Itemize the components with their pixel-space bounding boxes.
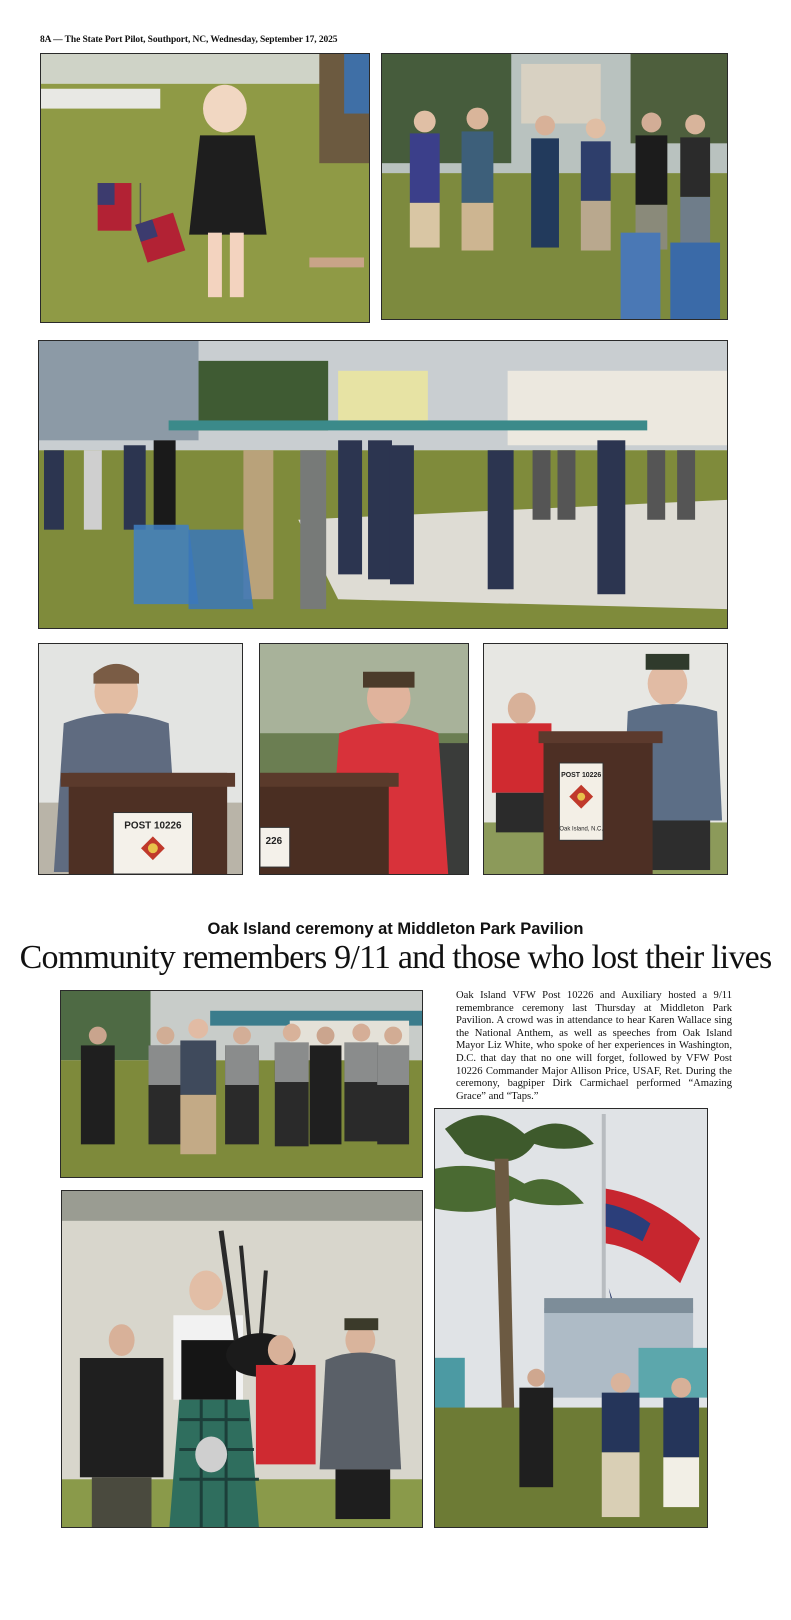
photo-bagpiper (61, 1190, 423, 1528)
photo-crowd-hands-on-hearts (381, 53, 728, 320)
photo-ceremony-crowd-wide (38, 340, 728, 629)
article-kicker: Oak Island ceremony at Middleton Park Pavilion (207, 920, 584, 938)
article-body: Oak Island VFW Post 10226 and Auxiliary hosted a 9/11 remembrance ceremony last Thursday at Middleton Park Pavilion. A crowd was in attendance to hear Karen Wallace sing the National Anthem, as well as speeches from Oak Island Mayor Liz White, who spoke of her experiences in Washington, D.C. that day that no one will forget, followed by VFW Post 10226 Commander Major Allison Price, USAF, Ret. During the ceremony, bagpiper Dirk Carmichael performed “Amazing Grace” and “Taps.” (456, 990, 732, 1102)
photo-veteran-reading-at-podium (483, 643, 728, 875)
page-folio: 8A — The State Port Pilot, Southport, NC, Wednesday, September 17, 2025 (40, 35, 338, 45)
podium-sign-3-top: POST 10226 (561, 771, 602, 779)
podium-sign-2: 226 (265, 836, 283, 848)
photo-toddler-with-flags (40, 53, 370, 323)
photo-commander-at-podium (259, 643, 469, 875)
photo-mayor-at-podium (38, 643, 243, 875)
podium-sign-3-bottom: Oak Island, N.C. (559, 826, 603, 833)
article-headline: Community remembers 9/11 and those who lost their lives (19, 939, 772, 976)
podium-sign-1: POST 10226 (124, 820, 182, 832)
photo-first-responders (60, 990, 423, 1178)
photo-flag-half-staff (434, 1108, 708, 1528)
